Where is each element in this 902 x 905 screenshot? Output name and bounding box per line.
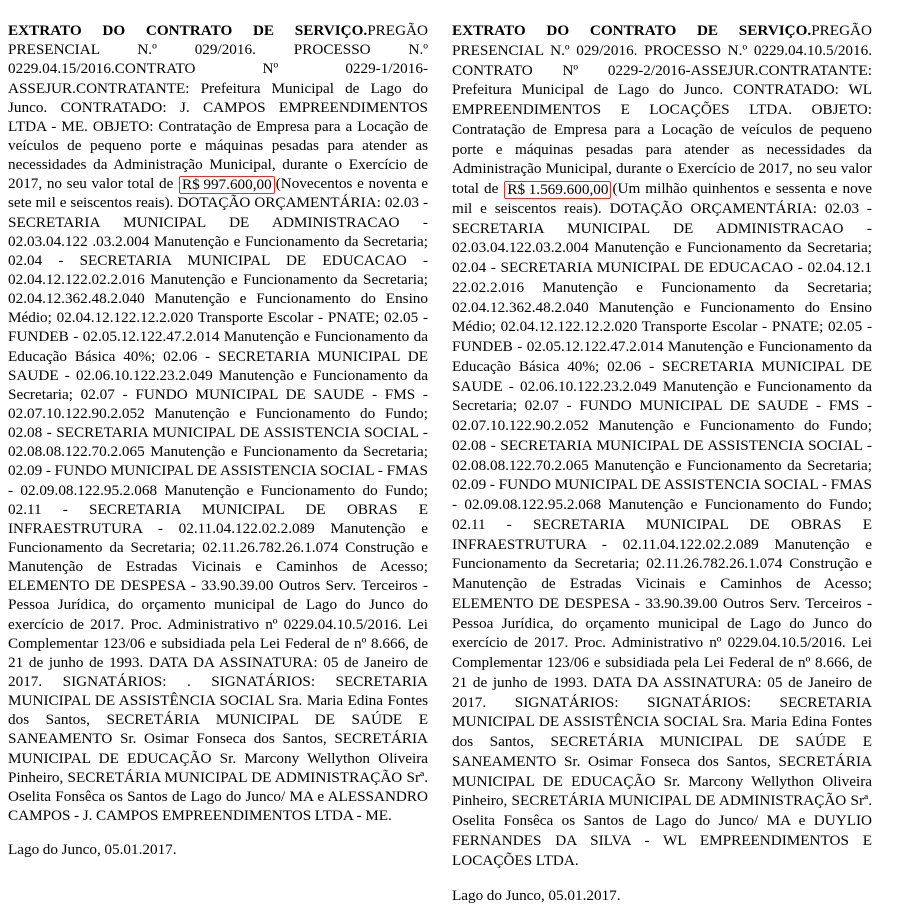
contract-extract-paragraph	[8, 21, 428, 825]
contract-closing-line: Lago do Junco, 05.01.2017.	[452, 886, 621, 904]
contract-intro-text: PREGÃO PRESENCIAL N.º 029/2016. PROCESSO N.º 0229.04.10.5/2016. CONTRATO Nº 0229-2/2016-ASSEJUR.CONTRATANTE: Prefeitura Municipal de Lago do Junco. CONTRATADO: WL EMPREENDIMENTOS E LOCAÇÕES LTDA. OBJETO: Contratação de Empresa para a Locação de veículos de pequeno porte e máquinas pesadas para atender as necessidades da Administração Municipal, durante o Exercício de 2017, no seu valor total de	[452, 22, 872, 198]
contract-body-text: (Novecentos e noventa e sete mil e seiscentos reais). DOTAÇÃO ORÇAMENTÁRIA: 02.03 - SECRETARIA MUNICIPAL DE ADMINISTRACAO - 02.03.04.122 .03.2.004 Manutenção e Funcionamento da Secretaria; 02.04 - SECRETARIA MUNICIPAL DE EDUCACAO - 02.04.12.122.02.2.016 Manutenção e Funcionamento da Secretaria; 02.04.12.362.48.2.040 Manutenção e Funcionamento do Ensino Médio; 02.04.12.122.12.2.020 Transporte Escolar - PNATE; 02.05 - FUNDEB - 02.05.12.122.47.2.014 Manutenção e Funcionamento da Educação Básica 40%; 02.06 - SECRETARIA MUNICIPAL DE SAUDE - 02.06.10.122.23.2.049 Manutenção e Funcionamento da Secretaria; 02.07 - FUNDO MUNICIPAL DE SAUDE - FMS - 02.07.10.122.90.2.052 Manutenção e Funcionamento do Fundo; 02.08 - SECRETARIA MUNICIPAL DE ASSISTENCIA SOCIAL - 02.08.08.122.70.2.065 Manutenção e Funcionamento da Secretaria; 02.09 - FUNDO MUNICIPAL DE ASSISTENCIA SOCIAL - FMAS - 02.09.08.122.95.2.068 Manutenção e Funcionamento do Fundo; 02.11 - SECRETARIA MUNICIPAL DE OBRAS E INFRAESTRUTURA - 02.11.04.122.02.2.089 Manutenção e Funcionamento da Secretaria; 02.11.26.782.26.1.074 Construção e Manutenção de Estradas Vicinais e Caminhos de Acesso; ELEMENTO DE DESPESA - 33.90.39.00 Outros Serv. Terceiros - Pessoa Jurídica, do orçamento municipal de Lago do Junco do exercício de 2017. Proc. Administrativo nº 0229.04.10.5/2016. Lei Complementar 123/06 e subsidiada pela Lei Federal de nº 8.666, de 21 de junho de 1993. DATA DA ASSINATURA: 05 de Janeiro de 2017. SIGNATÁRIOS: . SIGNATÁRIOS: SECRETARIA MUNICIPAL DE ASSISTÊNCIA SOCIAL Sra. Maria Edina Fontes dos Santos, SECRETÁRIA MUNICIPAL DE SAÚDE E SANEAMENTO Sr. Osimar Fonseca dos Santos, SECRETÁRIA MUNICIPAL DE EDUCAÇÃO Sr. Marcony Wellython Oliveira Pinheiro, SECRETÁRIA MUNICIPAL DE ADMINISTRAÇÃO Srª. Oselita Fonsêca os Santos de Lago do Junco/ MA e ALESSANDRO CAMPOS - J. CAMPOS EMPREENDIMENTOS LTDA - ME.	[8, 175, 428, 824]
contract-headline: EXTRATO DO CONTRATO DE SERVIÇO.	[452, 22, 812, 40]
document-column-right	[452, 6, 872, 904]
contract-headline: EXTRATO DO CONTRATO DE SERVIÇO.	[8, 22, 368, 40]
contract-closing-line: Lago do Junco, 05.01.2017.	[8, 841, 177, 859]
contract-extract-paragraph	[452, 21, 872, 870]
document-column-left	[8, 6, 428, 859]
contract-value-highlight: R$ 997.600,00	[179, 176, 275, 194]
contract-body-text: (Um milhão quinhentos e sessenta e nove mil e seiscentos reais). DOTAÇÃO ORÇAMENTÁRIA: 02.03 - SECRETARIA MUNICIPAL DE ADMINISTRACAO - 02.03.04.122.03.2.004 Manutenção e Funcionamento da Secretaria; 02.04 - SECRETARIA MUNICIPAL DE EDUCACAO - 02.04.12.1 22.02.2.016 Manutenção e Funcionamento da Secretaria; 02.04.12.362.48.2.040 Manutenção e Funcionamento do Ensino Médio; 02.04.12.122.12.2.020 Transporte Escolar - PNATE; 02.05 - FUNDEB - 02.05.12.122.47.2.014 Manutenção e Funcionamento da Educação Básica 40%; 02.06 - SECRETARIA MUNICIPAL DE SAUDE - 02.06.10.122.23.2.049 Manutenção e Funcionamento da Secretaria; 02.07 - FUNDO MUNICIPAL DE SAUDE - FMS - 02.07.10.122.90.2.052 Manutenção e Funcionamento do Fundo; 02.08 - SECRETARIA MUNICIPAL DE ASSISTENCIA SOCIAL - 02.08.08.122.70.2.065 Manutenção e Funcionamento da Secretaria; 02.09 - FUNDO MUNICIPAL DE ASSISTENCIA SOCIAL - FMAS - 02.09.08.122.95.2.068 Manutenção e Funcionamento do Fundo; 02.11 - SECRETARIA MUNICIPAL DE OBRAS E INFRAESTRUTURA - 02.11.04.122.02.2.089 Manutenção e Funcionamento da Secretaria; 02.11.26.782.26.1.074 Construção e Manutenção de Estradas Vicinais e Caminhos de Acesso; ELEMENTO DE DESPESA - 33.90.39.00 Outros Serv. Terceiros - Pessoa Jurídica, do orçamento municipal de Lago do Junco do exercício de 2017. Proc. Administrativo nº 0229.04.10.5/2016. Lei Complementar 123/06 e subsidiada pela Lei Federal de nº 8.666, de 21 de junho de 1993. DATA DA ASSINATURA: 05 de Janeiro de 2017. SIGNATÁRIOS: SIGNATÁRIOS: SECRETARIA MUNICIPAL DE ASSISTÊNCIA SOCIAL Sra. Maria Edina Fontes dos Santos, SECRETÁRIA MUNICIPAL DE SAÚDE E SANEAMENTO Sr. Osimar Fonseca dos Santos, SECRETÁRIA MUNICIPAL DE EDUCAÇÃO Sr. Marcony Wellython Oliveira Pinheiro, SECRETÁRIA MUNICIPAL DE ADMINISTRAÇÃO Srª. Oselita Fonsêca os Santos de Lago do Junco/ MA e DUYLIO FERNANDES DA SILVA - WL EMPREENDIMENTOS E LOCAÇÕES LTDA.	[452, 180, 872, 869]
contract-intro-text: PREGÃO PRESENCIAL N.º 029/2016. PROCESSO N.º 0229.04.15/2016.CONTRATO Nº 0229-1/2016-ASSEJUR.CONTRATANTE: Prefeitura Municipal de Lago do Junco. CONTRATADO: J. CAMPOS EMPREENDIMENTOS LTDA - ME. OBJETO: Contratação de Empresa para a Locação de veículos de pequeno porte e máquinas pesadas para atender as necessidades da Administração Municipal, durante o Exercício de 2017, no seu valor total de	[8, 22, 428, 193]
contract-value-highlight: R$ 1.569.600,00	[504, 181, 611, 199]
